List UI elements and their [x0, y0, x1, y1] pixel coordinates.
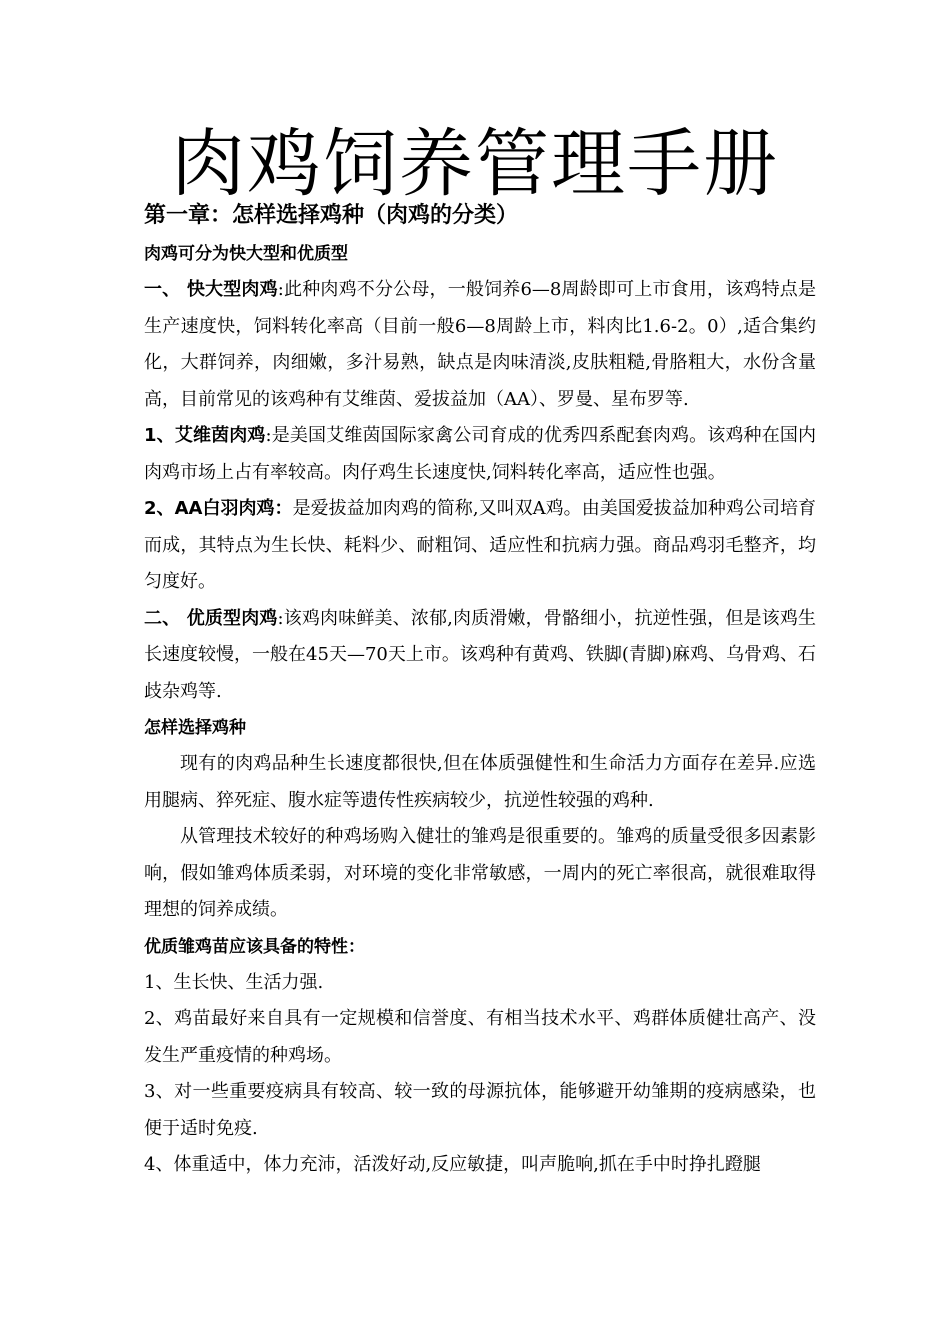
list-item: 4、体重适中，体力充沛，活泼好动,反应敏捷，叫声脆响,抓在手中时挣扎蹬腿	[144, 1154, 761, 1175]
section-label: 一、 快大型肉鸡	[144, 279, 278, 300]
section-text: :此种肉鸡不分公母，一般饲养6—8周龄即可上市食用，该鸡特点是生产速度快，饲料转化率高（目前一般6—8周龄上市，料肉比1.6-2。0）,适合集约化，大群饲养，肉细嫩，多汁易熟，缺点是肉味清淡,皮肤粗糙,骨胳粗大，水份含量高，目前常见的该鸡种有艾维茵、爱拔益加（AA）、罗曼、星布罗等.	[144, 279, 816, 410]
section-label: 二、 优质型肉鸡	[144, 607, 278, 629]
paragraph: 现有的肉鸡品种生长速度都很快,但在体质强健性和生命活力方面存在差异.应选用腿病、猝死症、腹水症等遗传性疾病较少，抗逆性较强的鸡种.	[144, 753, 816, 811]
section-text: :该鸡肉味鲜美、浓郁,肉质滑嫩，骨骼细小，抗逆性强，但是该鸡生长速度较慢，一般在45天—70天上市。该鸡种有黄鸡、铁脚(青脚)麻鸡、乌骨鸡、石歧杂鸡等.	[144, 607, 816, 702]
quality-heading: 优质雏鸡苗应该具备的特性：	[144, 936, 365, 957]
item-label: 1、艾维茵肉鸡	[144, 425, 266, 446]
list-item: 3、对一些重要疫病具有较高、较一致的母源抗体，能够避开幼雏期的疫病感染，也便于适时免疫.	[144, 1081, 816, 1139]
item-aa	[144, 491, 816, 601]
section-quality	[144, 601, 816, 711]
paragraph: 从管理技术较好的种鸡场购入健壮的雏鸡是很重要的。雏鸡的质量受很多因素影响，假如雏鸡体质柔弱，对环境的变化非常敏感，一周内的死亡率很高，就很难取得理想的饲养成绩。	[144, 826, 816, 920]
chapter-heading: 第一章：怎样选择鸡种（肉鸡的分类）	[144, 203, 519, 228]
intro-heading: 肉鸡可分为快大型和优质型	[144, 244, 348, 264]
item-label: 2、AA白羽肉鸡：	[144, 498, 293, 519]
section-fast-growing	[144, 272, 816, 418]
document-body	[144, 196, 816, 1184]
item-text: 是爱拔益加肉鸡的简称,又叫双A鸡。由美国爱拔益加种鸡公司培育而成，其特点为生长快、耗料少、耐粗饲、适应性和抗病力强。商品鸡羽毛整齐，均匀度好。	[144, 498, 816, 592]
item-avian	[144, 418, 816, 491]
item-text: :是美国艾维茵国际家禽公司育成的优秀四系配套肉鸡。该鸡种在国内肉鸡市场上占有率较高。肉仔鸡生长速度快,饲料转化率高，适应性也强。	[144, 425, 816, 483]
list-item: 2、鸡苗最好来自具有一定规模和信誉度、有相当技术水平、鸡群体质健壮高产、没发生严重疫情的种鸡场。	[144, 1008, 816, 1066]
choose-heading: 怎样选择鸡种	[144, 718, 246, 738]
list-item: 1、生长快、生活力强.	[144, 971, 324, 993]
document-title: 肉鸡饲养管理手册	[171, 121, 779, 207]
